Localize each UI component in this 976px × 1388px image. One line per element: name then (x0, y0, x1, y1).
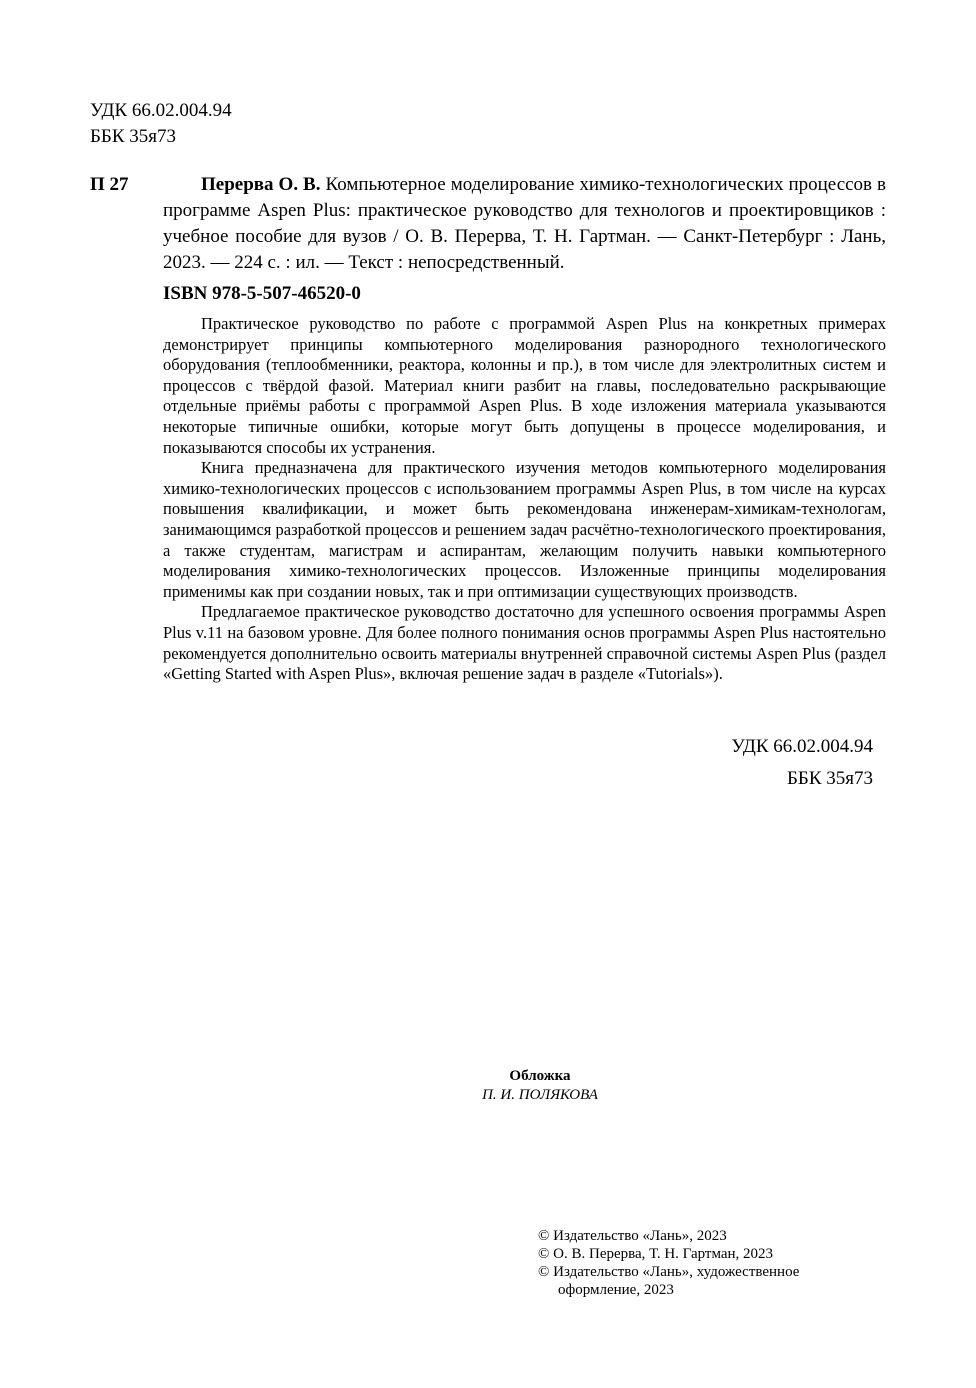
annotation-paragraph: Практическое руководство по работе с программой Aspen Plus на конкретных примерах демонстрирует принципы компьютерного моделирования разнородного технологического оборудования (теплообменники, реактора, колонны и пр.), в том числе для электролитных систем и процессов с твёрдой фазой. Материал книги разбит на главы, последовательно раскрывающие отдельные приёмы работы с программой Aspen Plus. В ходе изложения материала указываются некоторые типичные ошибки, которые могут быть допущены в процессе моделирования, и показываются способы их устранения. (163, 314, 886, 457)
author-name: Перерва О. В. (201, 174, 321, 195)
bottom-classification (731, 731, 873, 795)
copyright-line: © О. В. Перерва, Т. Н. Гартман, 2023 (538, 1246, 774, 1262)
copyright-line: оформление, 2023 (558, 1282, 674, 1298)
udk-code-bottom: УДК 66.02.004.94 (731, 736, 873, 757)
copyright-block (538, 1227, 799, 1299)
annotation-paragraph: Предлагаемое практическое руководство достаточно для успешного освоения программы Aspen Plus v.11 на базовом уровне. Для более полного понимания основ программы Aspen Plus настоятельно рекомендуется дополнительно освоить материалы внутренней справочной системы Aspen Plus (раздел «Getting Started with Aspen Plus», включая решение задач в разделе «Tutorials»). (163, 602, 886, 684)
author-sign: П 27 (90, 174, 129, 195)
isbn: ISBN 978-5-507-46520-0 (163, 283, 361, 304)
cover-label: Обложка (509, 1068, 571, 1084)
annotation-paragraph: Книга предназначена для практического изучения методов компьютерного моделирования химико-технологических процессов с использованием программы Aspen Plus, в том числе на курсах повышения квалификации, и может быть рекомендована инженерам-химикам-технологам, занимающимся разработкой процессов и решением задач расчётно-технологического проектирования, а также студентам, магистрам и аспирантам, желающим получить навыки компьютерного моделирования химико-технологических процессов. Изложенные принципы моделирования применимы как при создании новых, так и при оптимизации существующих производств. (163, 458, 886, 601)
top-classification (90, 98, 232, 150)
bibliographic-record (163, 172, 886, 276)
bbk-code-top: ББК 35я73 (90, 126, 176, 147)
bibliographic-description: Компьютерное моделирование химико-технологических процессов в программе Aspen Plus: практическое руководство для технологов и проектировщиков : учебное пособие для вузов / О. В. Перерва, Т. Н. Гартман. — Санкт-Петербург : Лань, 2023. — 224 с. : ил. — Текст : непосредственный. (163, 174, 886, 273)
annotation (163, 314, 886, 685)
bbk-code-bottom: ББК 35я73 (787, 768, 873, 789)
copyright-line: © Издательство «Лань», художественное (538, 1264, 800, 1280)
cover-designer: П. И. ПОЛЯКОВА (482, 1087, 598, 1103)
udk-code-top: УДК 66.02.004.94 (90, 100, 232, 121)
cover-credit (0, 1067, 976, 1105)
copyright-line: © Издательство «Лань», 2023 (538, 1228, 727, 1244)
